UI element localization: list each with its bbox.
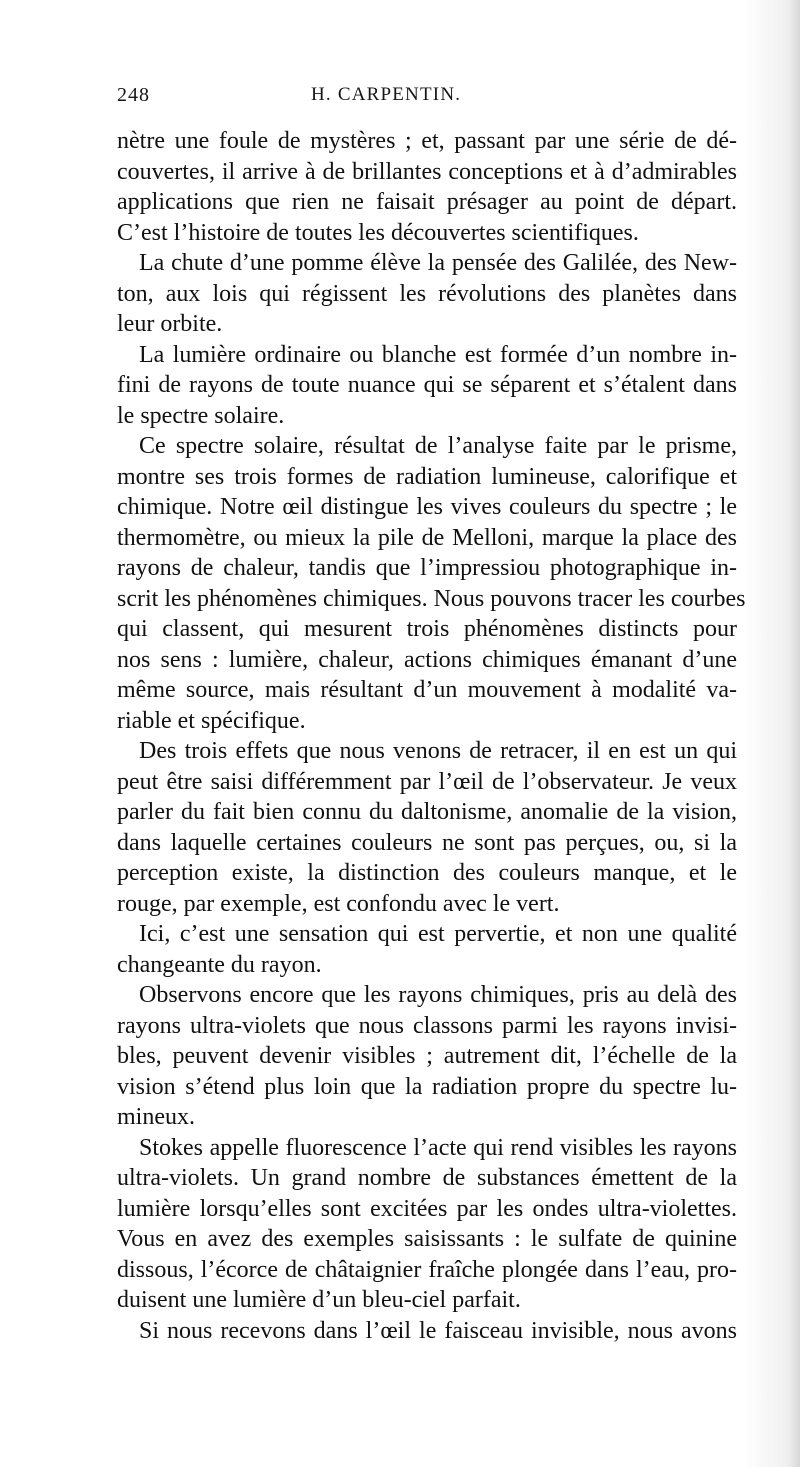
text-line: applications que rien ne faisait présager au point de départ. <box>117 189 737 215</box>
paragraph <box>117 980 737 1133</box>
text-line: Ici, c’est une sensation qui est pervertie, et non une qualité <box>139 921 737 947</box>
text-line: thermomètre, ou mieux la pile de Melloni, marque la place des <box>117 524 737 551</box>
paragraph <box>117 126 737 248</box>
text-line: montre ses trois formes de radiation lumineuse, calorifique et <box>117 463 737 490</box>
text-line: Des trois effets que nous venons de retracer, il en est un qui <box>139 738 737 764</box>
text-line: dissous, l’écorce de châtaignier fraîche plongée dans l’eau, pro- <box>117 1256 737 1283</box>
page-number: 248 <box>117 84 150 106</box>
text-line: dans laquelle certaines couleurs ne sont pas perçues, ou, si la <box>117 829 737 856</box>
text-line: scrit les phénomènes chimiques. Nous pouvons tracer les courbes <box>117 585 746 612</box>
text-line: changeante du rayon. <box>117 951 322 978</box>
text-line: Si nous recevons dans l’œil le faisceau invisible, nous avons <box>139 1317 737 1344</box>
paragraph <box>117 1133 737 1316</box>
text-line: vision s’étend plus loin que la radiation propre du spectre lu- <box>117 1073 737 1100</box>
paragraph <box>117 736 737 919</box>
paragraph <box>117 340 737 432</box>
page-header <box>117 84 737 114</box>
text-line: perception existe, la distinction des couleurs manque, et le <box>117 860 737 886</box>
text-line: leur orbite. <box>117 311 223 337</box>
text-line: La chute d’une pomme élève la pensée des Galilée, des New- <box>139 250 737 276</box>
text-line: rayons de chaleur, tandis que l’impressiou photographique in- <box>117 555 737 581</box>
text-line: même source, mais résultant d’un mouvement à modalité va- <box>117 677 737 703</box>
paragraph <box>117 248 737 340</box>
text-line: mineux. <box>117 1104 195 1130</box>
running-head: H. CARPENTIN. <box>311 84 462 105</box>
text-line: ultra-violets. Un grand nombre de substances émettent de la <box>117 1165 737 1191</box>
text-line: rouge, par exemple, est confondu avec le vert. <box>117 890 560 917</box>
text-line: La lumière ordinaire ou blanche est formée d’un nombre in- <box>139 341 737 368</box>
text-line: peut être saisi différemment par l’œil de l’observateur. Je veux <box>117 768 737 795</box>
text-line: Observons encore que les rayons chimiques, pris au delà des <box>139 982 737 1008</box>
text-line: le spectre solaire. <box>117 402 285 429</box>
text-line: rayons ultra-violets que nous classons parmi les rayons invisi- <box>117 1012 737 1039</box>
text-line: riable et spécifique. <box>117 707 306 734</box>
text-line: parler du fait bien connu du daltonisme, anomalie de la vision, <box>117 799 737 825</box>
text-line: qui classent, qui mesurent trois phénomènes distincts pour <box>117 616 737 642</box>
text-line: ton, aux lois qui régissent les révolutions des planètes dans <box>117 280 737 307</box>
paragraph <box>117 919 737 980</box>
text-line: C’est l’histoire de toutes les découvertes scientifiques. <box>117 219 639 246</box>
paragraph <box>117 1316 737 1347</box>
text-line: Vous en avez des exemples saisissants : le sulfate de quinine <box>117 1226 737 1252</box>
text-line: nètre une foule de mystères ; et, passant par une série de dé- <box>117 128 737 154</box>
text-line: couvertes, il arrive à de brillantes conceptions et à d’admirables <box>117 158 737 185</box>
paragraph <box>117 431 746 736</box>
text-line: nos sens : lumière, chaleur, actions chimiques émanant d’une <box>117 646 737 673</box>
text-line: Stokes appelle fluorescence l’acte qui rend visibles les rayons <box>139 1134 737 1161</box>
body-text <box>117 126 746 1346</box>
scan-edge-shadow <box>788 0 800 1467</box>
text-line: duisent une lumière d’un bleu-ciel parfait. <box>117 1287 521 1313</box>
text-line: Ce spectre solaire, résultat de l’analyse faite par le prisme, <box>139 433 737 459</box>
text-line: chimique. Notre œil distingue les vives couleurs du spectre ; le <box>117 494 737 520</box>
text-line: lumière lorsqu’elles sont excitées par les ondes ultra-violettes. <box>117 1195 737 1222</box>
text-line: bles, peuvent devenir visibles ; autrement dit, l’échelle de la <box>117 1043 737 1069</box>
text-line: fini de rayons de toute nuance qui se séparent et s’étalent dans <box>117 372 737 398</box>
